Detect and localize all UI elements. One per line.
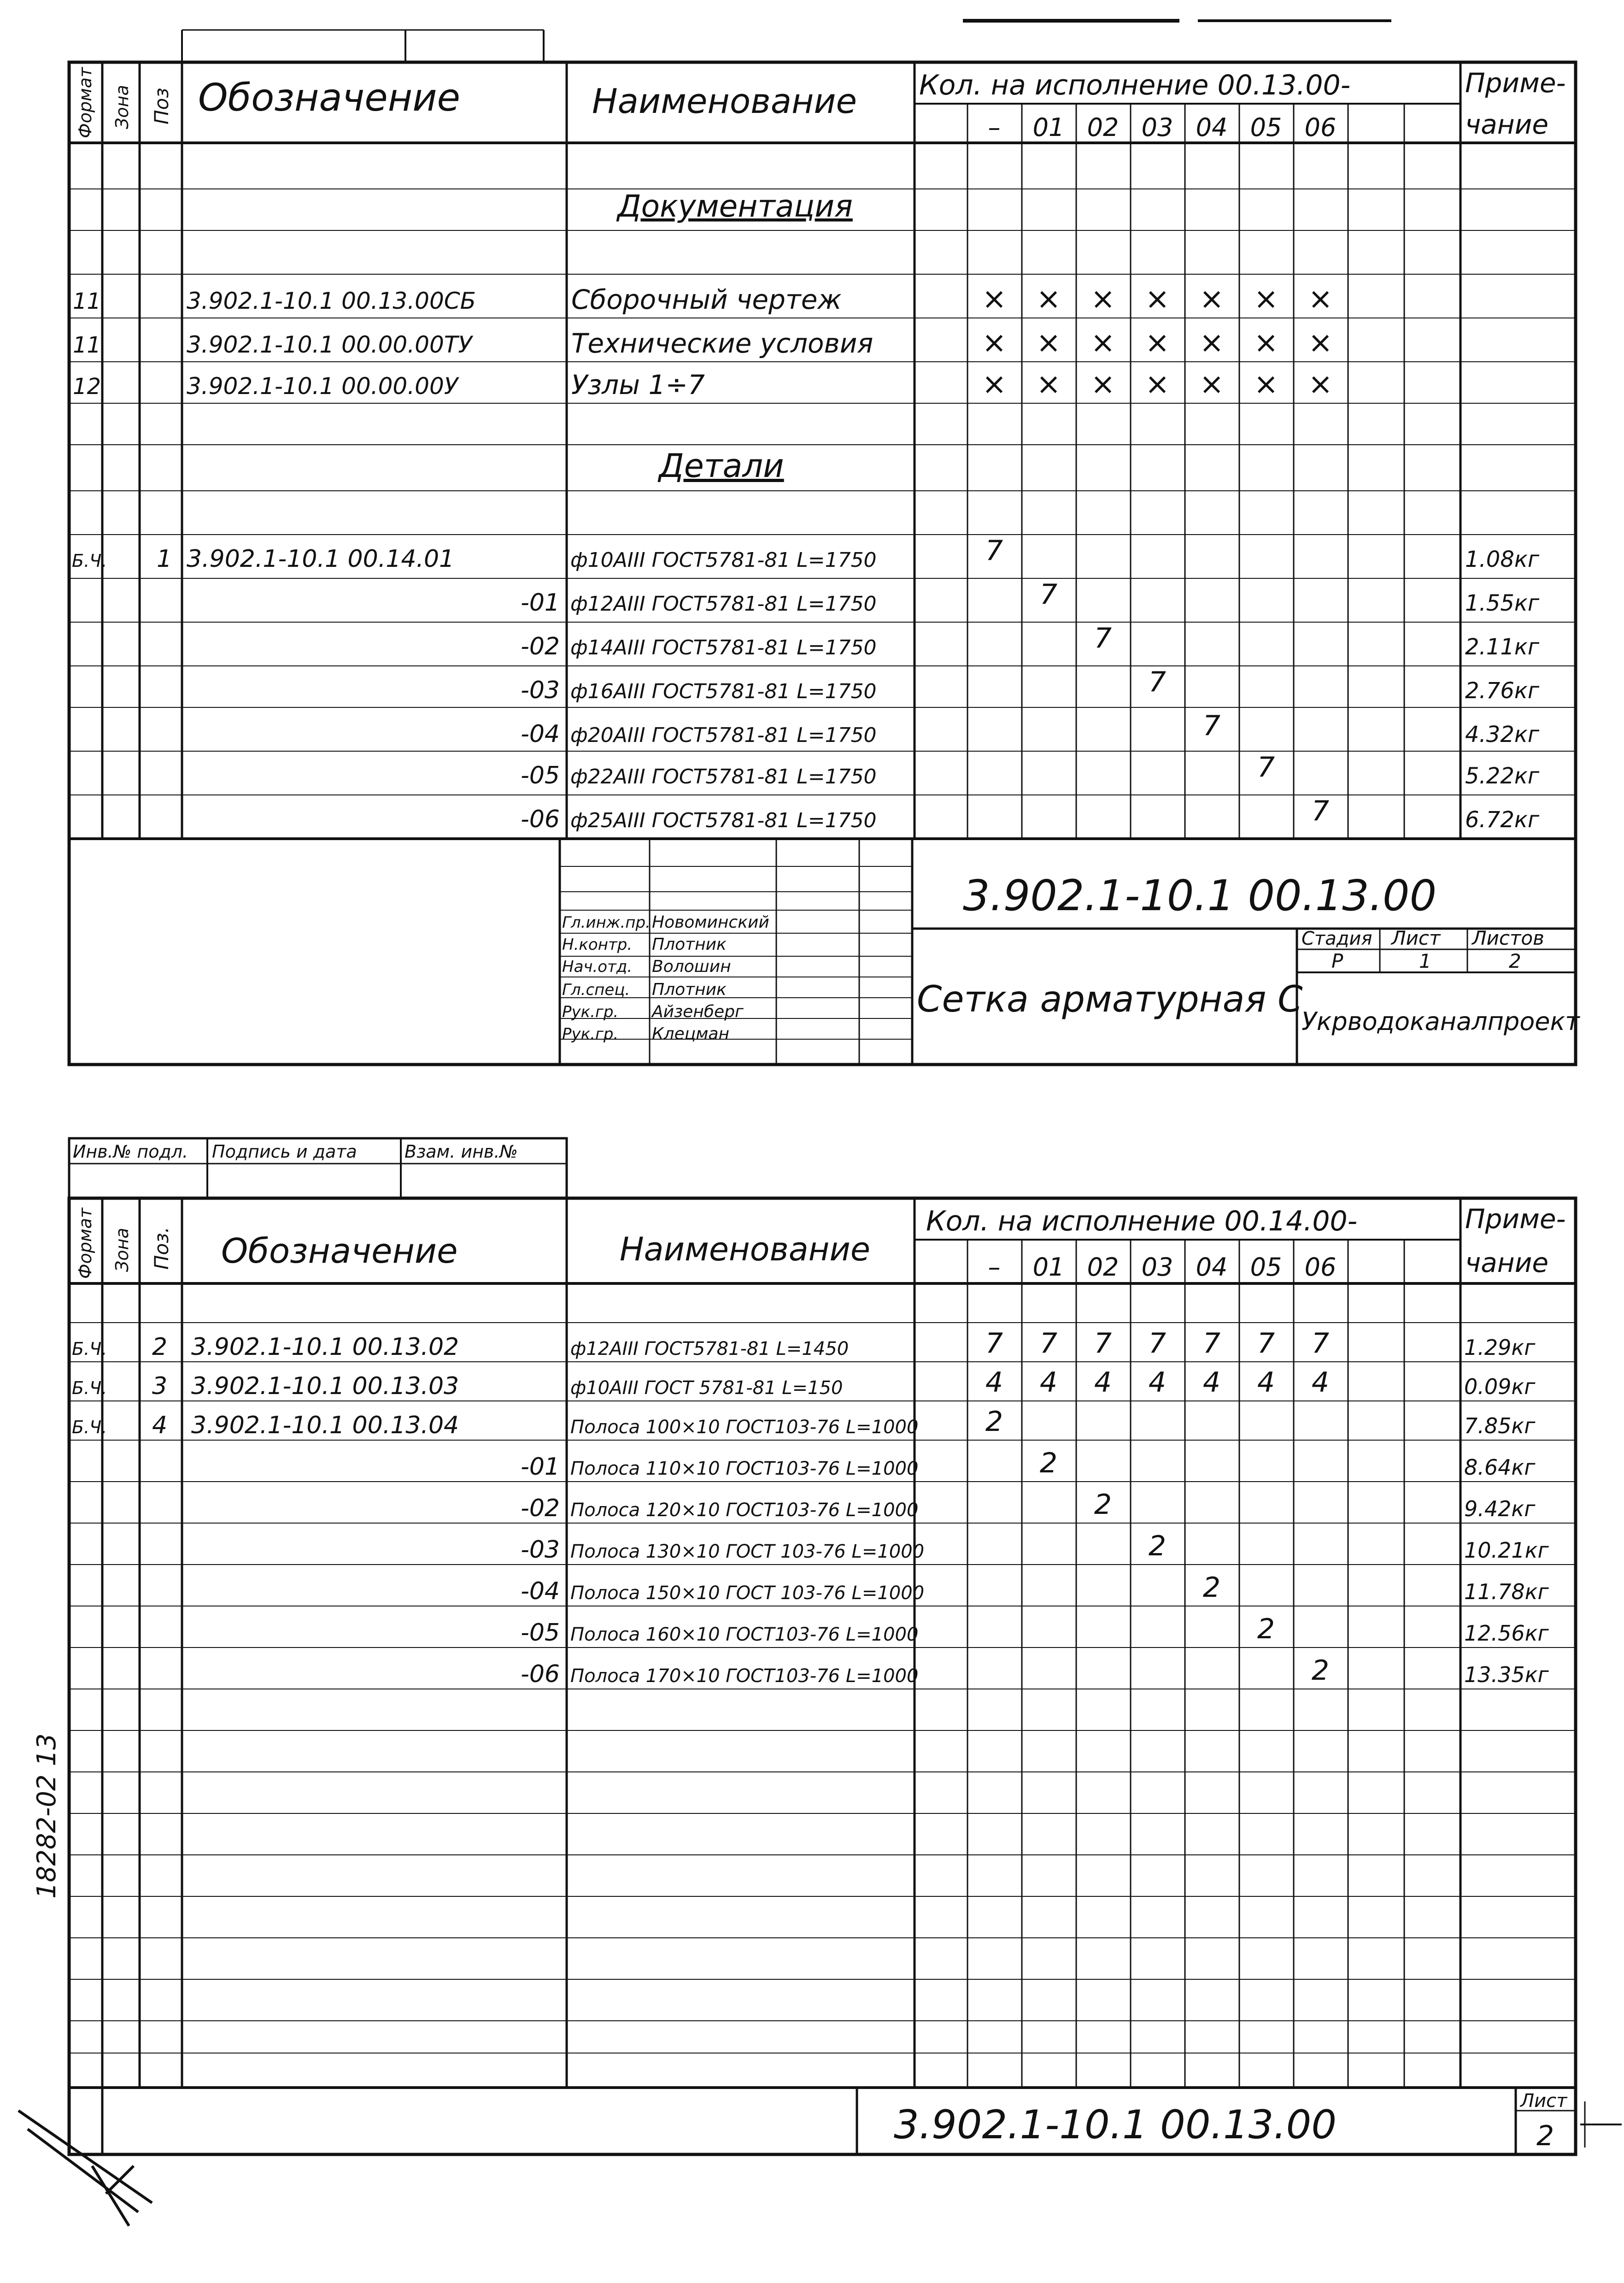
row-qty: 7: [1311, 1327, 1330, 1359]
header-qty-title: Кол. на исполнение 00.14.00-: [926, 1205, 1358, 1237]
row-note: 9.42кг: [1464, 1496, 1536, 1521]
header-note-2: чание: [1465, 109, 1549, 140]
doc-mark: ×: [1199, 367, 1224, 401]
doc-name: Узлы 1÷7: [571, 369, 705, 400]
doc-mark: ×: [1308, 282, 1333, 316]
sheet2-variant-headers: [988, 1253, 1337, 1282]
doc-mark: ×: [1090, 282, 1115, 316]
title-sheet: 1: [1419, 950, 1431, 972]
row-designation: -04: [521, 1577, 560, 1605]
variant-header: 04: [1196, 113, 1228, 142]
detail-qty: 7: [1148, 666, 1167, 698]
row-qty: 7: [1039, 1327, 1058, 1359]
signer-role: Гл.инж.пр.: [562, 913, 651, 932]
doc-mark: ×: [1036, 282, 1061, 316]
detail-name: ф20AIII ГОСТ5781-81 L=1750: [570, 724, 877, 747]
sheet2-header: [75, 1203, 1566, 1282]
title-sheets-label: Листов: [1472, 927, 1544, 949]
doc-designation: 3.902.1-10.1 00.13.00СБ: [187, 288, 476, 314]
detail-note: 4.32кг: [1465, 722, 1540, 747]
header-format: Формат: [75, 67, 95, 138]
row-note: 0.09кг: [1464, 1374, 1536, 1399]
title-sheet-label: Лист: [1391, 927, 1441, 949]
row-designation: -01: [521, 1453, 560, 1481]
header-zone: Зона: [112, 1228, 132, 1272]
detail-designation: -02: [521, 633, 560, 660]
row-qty: 4: [1257, 1366, 1275, 1399]
doc-name: Сборочный чертеж: [571, 284, 842, 315]
detail-qty: 7: [1257, 751, 1275, 783]
detail-name: ф10AIII ГОСТ5781-81 L=1750: [570, 548, 877, 572]
variant-header: –: [988, 1253, 1001, 1282]
detail-designation: -04: [521, 720, 560, 748]
signer-name: Волошин: [652, 957, 731, 976]
signers-list: [562, 913, 769, 1043]
row-name: Полоса 170×10 ГОСТ103-76 L=1000: [570, 1665, 919, 1687]
detail-format: Б.Ч.: [72, 551, 107, 571]
detail-note: 1.55кг: [1465, 590, 1540, 616]
row-designation: 3.902.1-10.1 00.13.03: [191, 1372, 459, 1400]
doc-mark: ×: [1036, 367, 1061, 401]
footer-code: 3.902.1-10.1 00.13.00: [894, 2102, 1337, 2148]
signer-name: Плотник: [652, 980, 727, 999]
detail-designation: 3.902.1-10.1 00.14.01: [187, 545, 455, 573]
row-qty: 4: [1148, 1366, 1167, 1399]
doc-mark: ×: [1036, 326, 1061, 360]
stamp-sign-date: Подпись и дата: [212, 1142, 357, 1162]
row-qty: 2: [1311, 1654, 1330, 1687]
doc-name: Технические условия: [571, 328, 874, 359]
detail-qty: 7: [985, 535, 1003, 567]
variant-header: 03: [1141, 113, 1173, 142]
variant-header: 05: [1250, 113, 1282, 142]
row-designation: -02: [521, 1495, 560, 1522]
row-note: 8.64кг: [1464, 1455, 1536, 1480]
header-name: Наименование: [592, 82, 857, 121]
signer-name: Плотник: [652, 935, 727, 954]
row-name: Полоса 100×10 ГОСТ103-76 L=1000: [570, 1417, 919, 1438]
sheet1-detail-rows: [72, 535, 1540, 833]
doc-mark: ×: [1199, 282, 1224, 316]
doc-mark: ×: [1254, 326, 1278, 360]
title-sheets: 2: [1509, 950, 1521, 972]
stamp-inv: Инв.№ подл.: [73, 1142, 188, 1162]
doc-mark: ×: [1145, 326, 1170, 360]
doc-format: 11: [73, 288, 101, 314]
variant-header: 05: [1250, 1253, 1282, 1282]
row-qty: 4: [1311, 1366, 1330, 1399]
footer-sheet: 2: [1536, 2120, 1554, 2152]
row-qty: 4: [1094, 1366, 1112, 1399]
row-pos: 3: [152, 1372, 168, 1400]
doc-mark: ×: [1308, 326, 1333, 360]
row-designation: -03: [521, 1536, 560, 1564]
detail-designation: -01: [521, 589, 560, 617]
row-name: Полоса 120×10 ГОСТ103-76 L=1000: [570, 1500, 919, 1521]
row-note: 7.85кг: [1464, 1413, 1536, 1438]
row-format: Б.Ч.: [72, 1339, 107, 1359]
signer-name: Новоминский: [652, 913, 769, 932]
header-pos: Поз: [150, 88, 173, 124]
row-qty: 7: [1257, 1327, 1275, 1359]
detail-qty: 7: [1094, 622, 1112, 654]
header-note-1: Приме-: [1465, 67, 1566, 99]
doc-mark: ×: [982, 282, 1007, 316]
doc-mark: ×: [982, 326, 1007, 360]
signer-name: Клецман: [652, 1024, 729, 1043]
row-qty: 7: [1094, 1327, 1112, 1359]
row-qty: 4: [1039, 1366, 1058, 1399]
detail-designation: -05: [521, 762, 560, 789]
row-note: 12.56кг: [1464, 1621, 1549, 1646]
section-documentation: Документация: [617, 188, 853, 224]
detail-note: 2.11кг: [1465, 634, 1540, 660]
row-name: Полоса 110×10 ГОСТ103-76 L=1000: [570, 1458, 919, 1479]
doc-format: 11: [73, 332, 101, 358]
row-pos: 4: [152, 1412, 168, 1439]
sheet2-frame: [69, 1138, 1622, 2154]
sheet1-variant-headers: [988, 113, 1337, 142]
signer-role: Рук.гр.: [562, 1025, 619, 1043]
detail-name: ф14AIII ГОСТ5781-81 L=1750: [570, 636, 877, 659]
doc-mark: ×: [1090, 367, 1115, 401]
detail-name: ф25AIII ГОСТ5781-81 L=1750: [570, 809, 877, 832]
detail-designation: -03: [521, 677, 560, 704]
title-name: Сетка арматурная С: [917, 979, 1303, 1020]
sheet1-doc-rows: [73, 282, 1333, 401]
variant-header: 02: [1087, 113, 1119, 142]
doc-designation: 3.902.1-10.1 00.00.00У: [187, 373, 458, 400]
row-note: 1.29кг: [1464, 1335, 1536, 1360]
detail-note: 5.22кг: [1465, 763, 1540, 789]
doc-mark: ×: [982, 367, 1007, 401]
margin-note: 18282-02 13: [32, 1733, 62, 1899]
detail-note: 1.08кг: [1465, 547, 1540, 572]
variant-header: 04: [1196, 1253, 1228, 1282]
doc-mark: ×: [1199, 326, 1224, 360]
signer-role: Н.контр.: [562, 936, 633, 954]
detail-name: ф16AIII ГОСТ5781-81 L=1750: [570, 680, 877, 703]
binding-mark: [18, 2111, 152, 2226]
title-stage: Р: [1331, 950, 1343, 972]
row-note: 11.78кг: [1464, 1579, 1549, 1604]
row-pos: 2: [152, 1333, 168, 1361]
row-qty: 4: [1202, 1366, 1221, 1399]
variant-header: 01: [1032, 1253, 1065, 1282]
row-name: ф12AIII ГОСТ5781-81 L=1450: [570, 1338, 849, 1359]
header-designation: Обозначение: [198, 76, 460, 120]
row-designation: 3.902.1-10.1 00.13.04: [191, 1412, 459, 1439]
detail-designation: -06: [521, 806, 560, 833]
header-note-1: Приме-: [1465, 1203, 1566, 1235]
signer-role: Нач.отд.: [562, 958, 633, 976]
title-stage-label: Стадия: [1302, 928, 1372, 949]
row-qty: 2: [1202, 1571, 1221, 1604]
row-note: 10.21кг: [1464, 1538, 1549, 1563]
signer-role: Рук.гр.: [562, 1003, 619, 1021]
row-format: Б.Ч.: [72, 1417, 107, 1437]
doc-format: 12: [73, 374, 101, 400]
title-org: Укрводоканалпроект: [1302, 1007, 1580, 1036]
detail-name: ф12AIII ГОСТ5781-81 L=1750: [570, 592, 877, 616]
detail-name: ф22AIII ГОСТ5781-81 L=1750: [570, 765, 877, 788]
variant-header: 02: [1087, 1253, 1119, 1282]
stamp-replace: Взам. инв.№: [405, 1142, 518, 1162]
row-designation: 3.902.1-10.1 00.13.02: [191, 1333, 459, 1361]
row-qty: 2: [1148, 1530, 1167, 1562]
doc-mark: ×: [1145, 367, 1170, 401]
row-qty: 7: [985, 1327, 1003, 1359]
row-qty: 2: [1094, 1489, 1112, 1521]
row-designation: -06: [521, 1660, 560, 1688]
detail-qty: 7: [1311, 795, 1330, 827]
signer-name: Айзенберг: [652, 1002, 744, 1021]
row-name: Полоса 160×10 ГОСТ103-76 L=1000: [570, 1624, 919, 1645]
variant-header: 06: [1304, 1253, 1337, 1282]
variant-header: 06: [1304, 113, 1337, 142]
row-name: Полоса 150×10 ГОСТ 103-76 L=1000: [570, 1583, 925, 1604]
header-qty-title: Кол. на исполнение 00.13.00-: [919, 69, 1351, 101]
doc-mark: ×: [1090, 326, 1115, 360]
header-designation: Обозначение: [221, 1231, 458, 1271]
sheet2-rows: [72, 1327, 1549, 1688]
detail-note: 6.72кг: [1465, 807, 1540, 833]
detail-note: 2.76кг: [1465, 678, 1540, 704]
header-name: Наименование: [620, 1230, 870, 1268]
row-qty: 2: [1039, 1447, 1058, 1479]
row-qty: 2: [985, 1406, 1003, 1438]
variant-header: 01: [1032, 113, 1065, 142]
row-note: 13.35кг: [1464, 1662, 1549, 1687]
variant-header: –: [988, 113, 1001, 142]
signer-role: Гл.спец.: [562, 981, 630, 999]
variant-header: 03: [1141, 1253, 1173, 1282]
row-qty: 4: [985, 1366, 1003, 1399]
doc-designation: 3.902.1-10.1 00.00.00ТУ: [187, 331, 472, 358]
row-name: ф10AIII ГОСТ 5781-81 L=150: [570, 1377, 843, 1399]
header-format: Формат: [75, 1207, 95, 1279]
footer-sheet-label: Лист: [1520, 2090, 1567, 2112]
header-note-2: чание: [1465, 1247, 1549, 1278]
detail-qty: 7: [1202, 710, 1221, 742]
row-qty: 2: [1257, 1613, 1275, 1645]
row-designation: -05: [521, 1619, 560, 1647]
header-zone: Зона: [112, 85, 132, 129]
detail-pos: 1: [157, 545, 172, 573]
header-pos: Поз.: [150, 1227, 173, 1270]
section-details: Детали: [659, 447, 784, 485]
row-name: Полоса 130×10 ГОСТ 103-76 L=1000: [570, 1541, 925, 1562]
doc-mark: ×: [1308, 367, 1333, 401]
detail-qty: 7: [1039, 578, 1058, 611]
row-qty: 7: [1148, 1327, 1167, 1359]
doc-mark: ×: [1254, 282, 1278, 316]
doc-mark: ×: [1254, 367, 1278, 401]
row-qty: 7: [1202, 1327, 1221, 1359]
title-code: 3.902.1-10.1 00.13.00: [963, 871, 1437, 920]
row-format: Б.Ч.: [72, 1378, 107, 1398]
doc-mark: ×: [1145, 282, 1170, 316]
